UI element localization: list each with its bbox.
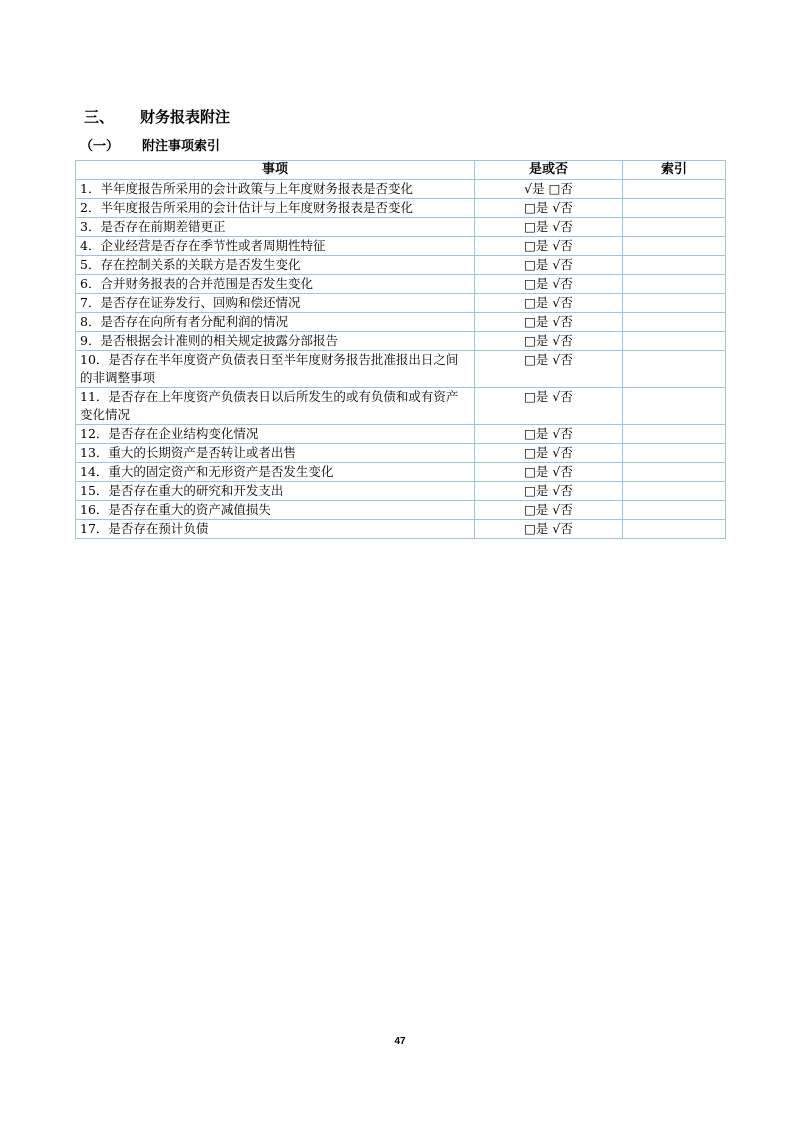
header-item: 事项	[76, 161, 475, 180]
row-answer: □是 √否	[475, 332, 623, 351]
row-index	[623, 313, 726, 332]
table-row	[76, 444, 726, 463]
row-item: 11．是否存在上年度资产负债表日以后所发生的或有负债和或有资产变化情况	[76, 388, 475, 425]
row-item: 9．是否根据会计准则的相关规定披露分部报告	[76, 332, 475, 351]
row-index	[623, 294, 726, 313]
row-item: 14．重大的固定资产和无形资产是否发生变化	[76, 463, 475, 482]
row-index	[623, 332, 726, 351]
table-row	[76, 256, 726, 275]
subsection-heading	[80, 135, 220, 154]
row-item: 7．是否存在证券发行、回购和偿还情况	[76, 294, 475, 313]
row-item: 2．半年度报告所采用的会计估计与上年度财务报表是否变化	[76, 199, 475, 218]
table-row	[76, 313, 726, 332]
row-answer: □是 √否	[475, 218, 623, 237]
row-item: 3．是否存在前期差错更正	[76, 218, 475, 237]
row-item: 16．是否存在重大的资产减值损失	[76, 501, 475, 520]
row-item: 12．是否存在企业结构变化情况	[76, 425, 475, 444]
row-index	[623, 199, 726, 218]
section-number: 三、	[84, 108, 115, 126]
row-item: 17．是否存在预计负债	[76, 520, 475, 539]
row-item: 8．是否存在向所有者分配利润的情况	[76, 313, 475, 332]
table-row	[76, 482, 726, 501]
row-item: 5．存在控制关系的关联方是否发生变化	[76, 256, 475, 275]
row-item: 13．重大的长期资产是否转让或者出售	[76, 444, 475, 463]
row-index	[623, 520, 726, 539]
header-index: 索引	[623, 161, 726, 180]
row-answer: □是 √否	[475, 482, 623, 501]
table-row	[76, 351, 726, 388]
row-answer: □是 √否	[475, 294, 623, 313]
row-answer: □是 √否	[475, 351, 623, 388]
table-row	[76, 501, 726, 520]
row-index	[623, 180, 726, 199]
row-item: 10．是否存在半年度资产负债表日至半年度财务报告批准报出日之间的非调整事项	[76, 351, 475, 388]
row-answer: □是 √否	[475, 237, 623, 256]
row-index	[623, 237, 726, 256]
row-index	[623, 218, 726, 237]
header-yes-no: 是或否	[475, 161, 623, 180]
row-answer: □是 √否	[475, 256, 623, 275]
row-index	[623, 388, 726, 425]
table-row	[76, 332, 726, 351]
row-index	[623, 256, 726, 275]
row-item: 15．是否存在重大的研究和开发支出	[76, 482, 475, 501]
subsection-title: 附注事项索引	[142, 139, 221, 154]
table-row	[76, 275, 726, 294]
row-index	[623, 501, 726, 520]
row-index	[623, 425, 726, 444]
table-row	[76, 388, 726, 425]
row-item: 4．企业经营是否存在季节性或者周期性特征	[76, 237, 475, 256]
row-item: 1．半年度报告所采用的会计政策与上年度财务报表是否变化	[76, 180, 475, 199]
table-row	[76, 294, 726, 313]
row-answer: □是 √否	[475, 388, 623, 425]
row-index	[623, 275, 726, 294]
row-index	[623, 444, 726, 463]
row-answer: □是 √否	[475, 313, 623, 332]
table-row	[76, 218, 726, 237]
row-answer: □是 √否	[475, 444, 623, 463]
row-answer: □是 √否	[475, 463, 623, 482]
row-answer: □是 √否	[475, 501, 623, 520]
row-index	[623, 482, 726, 501]
table-row	[76, 180, 726, 199]
table-row	[76, 425, 726, 444]
row-answer: □是 √否	[475, 520, 623, 539]
row-answer: □是 √否	[475, 425, 623, 444]
table-row	[76, 520, 726, 539]
row-item: 6．合并财务报表的合并范围是否发生变化	[76, 275, 475, 294]
row-answer: □是 √否	[475, 199, 623, 218]
table-row	[76, 237, 726, 256]
subsection-number: （一）	[80, 139, 120, 154]
page-number: 47	[394, 1036, 406, 1047]
notes-index-table	[75, 160, 726, 539]
section-heading	[84, 106, 230, 127]
row-index	[623, 463, 726, 482]
table-row	[76, 199, 726, 218]
table-row	[76, 463, 726, 482]
section-title: 财务报表附注	[140, 108, 231, 126]
table-header-row	[76, 161, 726, 180]
row-index	[623, 351, 726, 388]
row-answer: □是 √否	[475, 275, 623, 294]
row-answer: √是 □否	[475, 180, 623, 199]
